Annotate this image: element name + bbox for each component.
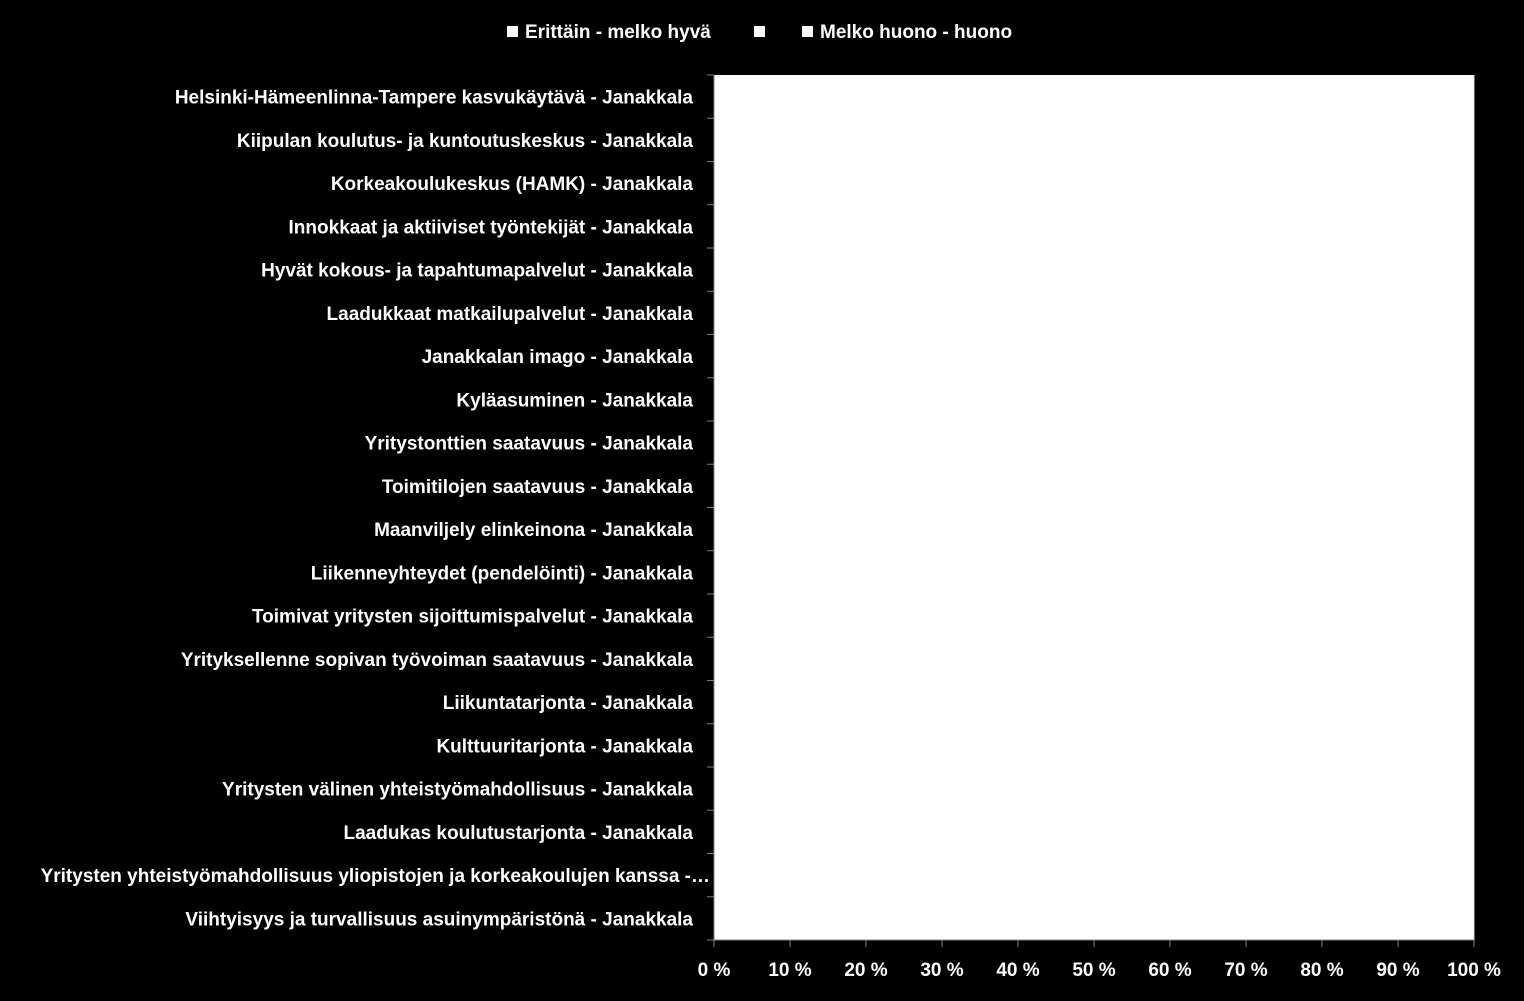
- x-tick-label: 80 %: [1300, 960, 1344, 981]
- category-label: Laadukas koulutustarjonta - Janakkala: [343, 822, 693, 844]
- category-label: Toimivat yritysten sijoittumispalvelut - Janakkala: [251, 606, 693, 628]
- category-label: Yritystonttien saatavuus - Janakkala: [364, 433, 693, 455]
- legend: [507, 22, 1012, 43]
- category-label: Kiipulan koulutus- ja kuntoutuskeskus - Janakkala: [236, 130, 693, 152]
- x-tick-label: 20 %: [844, 960, 888, 981]
- x-tick-label: 60 %: [1148, 960, 1192, 981]
- x-tick-label: 10 %: [768, 960, 812, 981]
- category-label: Helsinki-Hämeenlinna-Tampere kasvukäytävä - Janakkala: [174, 87, 693, 109]
- legend-swatch: [802, 26, 813, 37]
- category-label: Maanviljely elinkeinona - Janakkala: [374, 520, 693, 542]
- category-label: Korkeakoulukeskus (HAMK) - Janakkala: [330, 174, 693, 196]
- category-label: Yrityksellenne sopivan työvoiman saatavuus - Janakkala: [180, 649, 693, 671]
- category-label: Kyläasuminen - Janakkala: [456, 390, 693, 412]
- category-label: Janakkalan imago - Janakkala: [421, 347, 693, 369]
- category-label: Innokkaat ja aktiiviset työntekijät - Janakkala: [288, 217, 693, 239]
- category-label: Hyvät kokous- ja tapahtumapalvelut - Janakkala: [261, 260, 693, 282]
- x-tick-label: 100 %: [1447, 960, 1501, 981]
- category-label: Yritysten välinen yhteistyömahdollisuus - Janakkala: [222, 779, 693, 801]
- category-label: Liikenneyhteydet (pendelöinti) - Janakkala: [310, 563, 693, 585]
- x-tick-label: 50 %: [1072, 960, 1116, 981]
- y-axis: [41, 75, 714, 940]
- legend-label: Erittäin - melko hyvä: [525, 22, 711, 43]
- x-tick-label: 70 %: [1224, 960, 1268, 981]
- x-tick-label: 0 %: [697, 960, 731, 981]
- x-tick-label: 30 %: [920, 960, 964, 981]
- category-label: Yritysten yhteistyömahdollisuus yliopistojen ja korkeakoulujen kanssa -…: [40, 866, 710, 888]
- x-tick-label: 40 %: [996, 960, 1040, 981]
- category-label: Kulttuuritarjonta - Janakkala: [436, 736, 693, 758]
- category-label: Laadukkaat matkailupalvelut - Janakkala: [326, 303, 693, 325]
- legend-item: [754, 26, 765, 37]
- legend-item: [802, 22, 1012, 43]
- plot-area: [714, 75, 1474, 940]
- legend-swatch: [754, 26, 765, 37]
- category-label: Liikuntatarjonta - Janakkala: [442, 693, 693, 715]
- category-label: Toimitilojen saatavuus - Janakkala: [381, 476, 693, 498]
- x-tick-label: 90 %: [1376, 960, 1420, 981]
- category-label: Viihtyisyys ja turvallisuus asuinympäristönä - Janakkala: [185, 909, 693, 931]
- legend-item: [507, 22, 711, 43]
- legend-swatch: [507, 26, 518, 37]
- legend-label: Melko huono - huono: [820, 22, 1013, 43]
